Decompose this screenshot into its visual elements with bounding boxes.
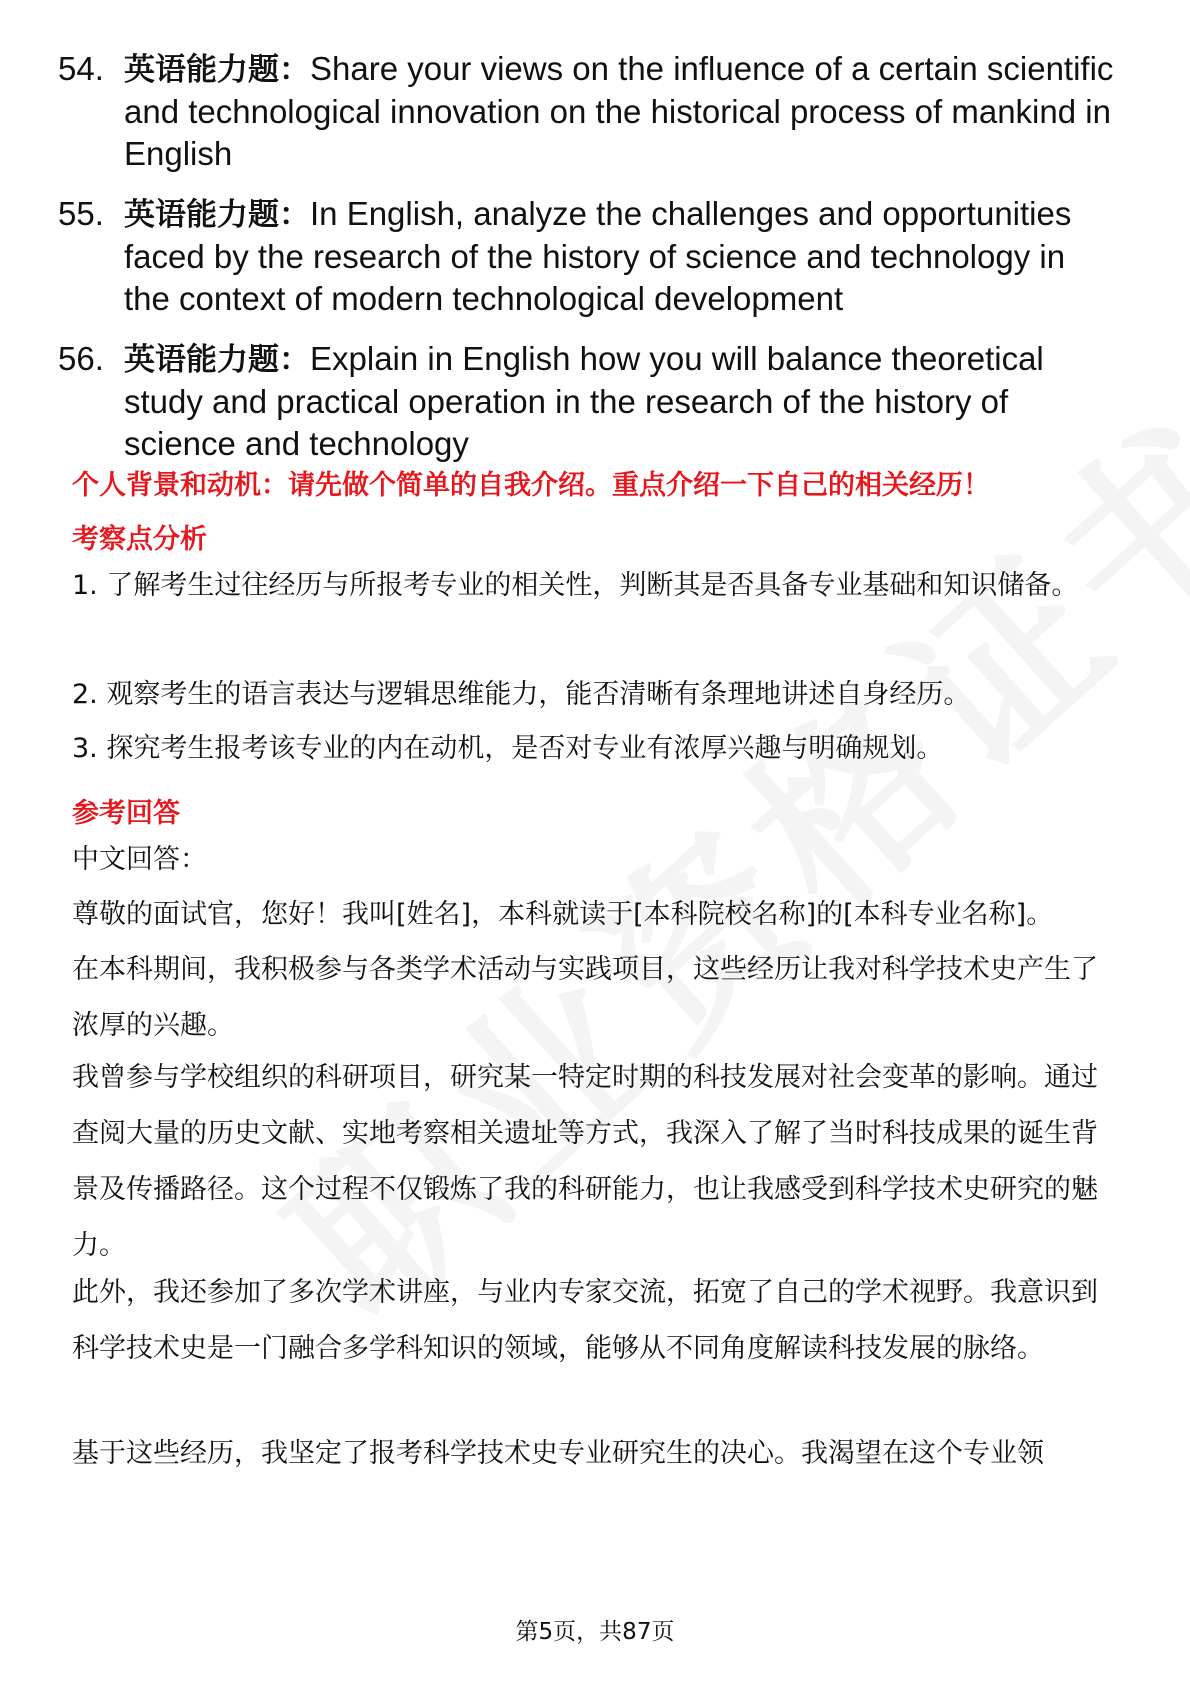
question-tag: 英语能力题： (124, 197, 310, 233)
question-number: 54. (58, 50, 104, 87)
answer-paragraph: 基于这些经历，我坚定了报考科学技术史专业研究生的决心。我渴望在这个专业领 (72, 1438, 1044, 1469)
question-list (58, 48, 1118, 483)
question-tag: 英语能力题： (124, 52, 310, 88)
question-item (58, 338, 1118, 465)
answer-paragraph: 我曾参与学校组织的科研项目，研究某一特定时期的科技发展对社会变革的影响。通过查阅大量的历史文献、实地考察相关遗址等方式，我深入了解了当时科技成果的诞生背景及传播路径。这个过程不仅锻炼了我的科研能力，也让我感受到科学技术史研究的魅力。 (72, 1062, 1098, 1261)
analysis-point: 1. 了解考生过往经历与所报考专业的相关性，判断其是否具备专业基础和知识储备。 (72, 570, 1079, 601)
question-number: 56. (58, 340, 104, 377)
page-footer: 第5页，共87页 (515, 1619, 675, 1645)
question-text: Explain in English how you will balance theoretical study and practical operation in the research of the history of science and technology (124, 340, 1044, 462)
answer-paragraph: 在本科期间，我积极参与各类学术活动与实践项目，这些经历让我对科学技术史产生了浓厚的兴趣。 (72, 954, 1098, 1041)
question-number: 55. (58, 195, 104, 232)
analysis-heading: 考察点分析 (72, 524, 207, 555)
answer-label: 中文回答： (72, 844, 207, 875)
question-item (58, 48, 1118, 175)
answer-paragraph: 尊敬的面试官，您好！我叫[姓名]，本科就读于[本科院校名称]的[本科专业名称]。 (72, 899, 1054, 930)
section-title: 个人背景和动机：请先做个简单的自我介绍。重点介绍一下自己的相关经历！ (72, 470, 990, 501)
question-text: In English, analyze the challenges and opportunities faced by the research of the history of science and technology in the context of modern technological development (124, 195, 1072, 317)
analysis-point: 3. 探究考生报考该专业的内在动机，是否对专业有浓厚兴趣与明确规划。 (72, 733, 944, 764)
question-body (124, 338, 1118, 465)
answer-paragraph: 此外，我还参加了多次学术讲座，与业内专家交流，拓宽了自己的学术视野。我意识到科学技术史是一门融合多学科知识的领域，能够从不同角度解读科技发展的脉络。 (72, 1277, 1098, 1364)
question-text: Share your views on the influence of a certain scientific and technological innovation on the historical process of mankind in English (124, 50, 1114, 172)
analysis-point: 2. 观察考生的语言表达与逻辑思维能力，能否清晰有条理地讲述自身经历。 (72, 679, 971, 710)
question-body (124, 193, 1118, 320)
question-tag: 英语能力题： (124, 342, 310, 378)
question-body (124, 48, 1118, 175)
answer-heading: 参考回答 (72, 798, 180, 829)
question-item (58, 193, 1118, 320)
